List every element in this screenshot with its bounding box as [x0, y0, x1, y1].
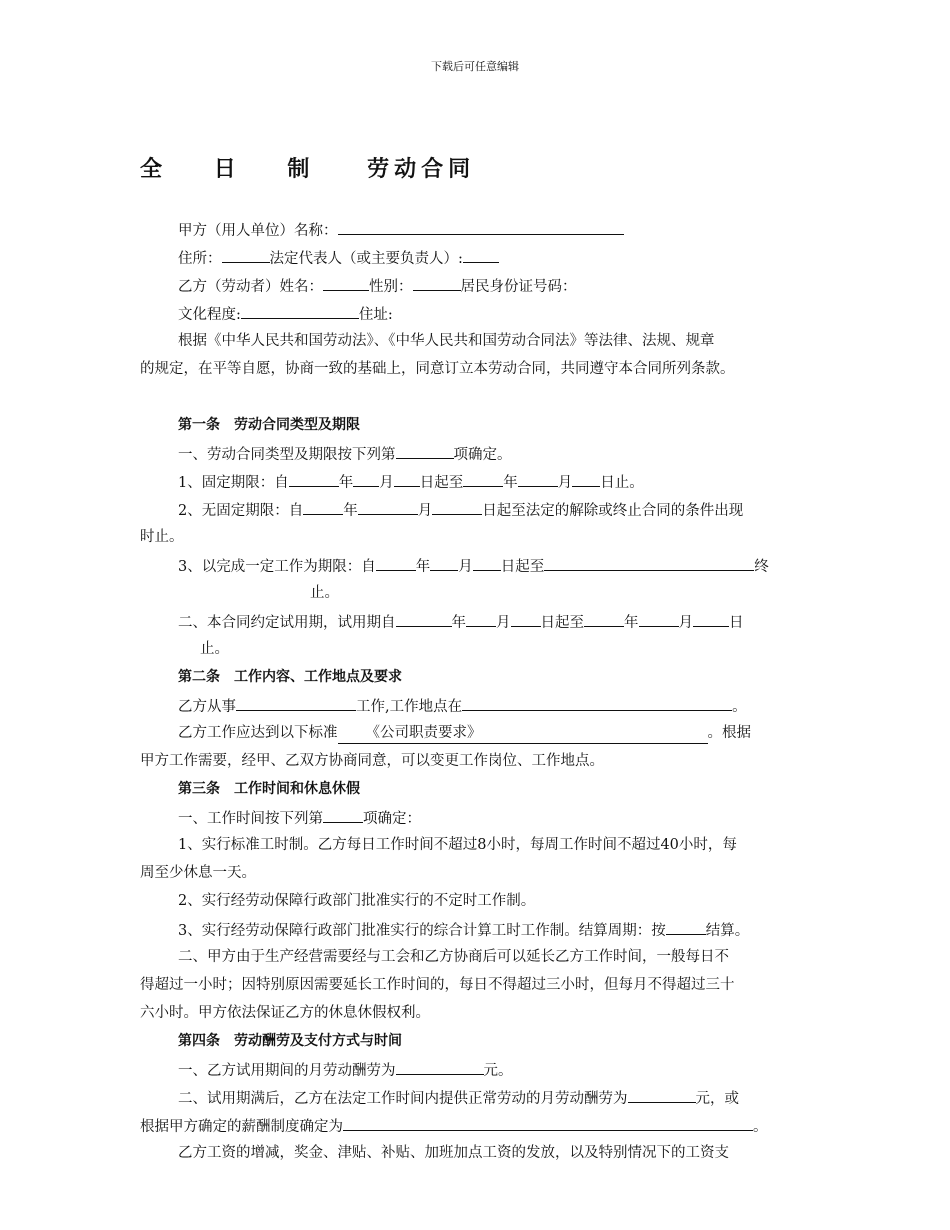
blank-field[interactable]: [430, 555, 458, 571]
blank-field[interactable]: [394, 471, 420, 487]
blank-field[interactable]: [584, 611, 624, 627]
blank-field[interactable]: [639, 611, 679, 627]
open-term-line: 2、无固定期限：自 年 月 日起至法定的解除或终止合同的条件出现: [178, 499, 743, 521]
blank-field[interactable]: [241, 303, 359, 319]
blank-field[interactable]: [222, 247, 270, 263]
blank-field[interactable]: [353, 471, 379, 487]
blank-field[interactable]: [289, 471, 339, 487]
blank-field[interactable]: [473, 555, 501, 571]
blank-field[interactable]: [396, 1059, 484, 1075]
probation-pay-line: 一、乙方试用期间的月劳动酬劳为 元。: [178, 1059, 513, 1081]
article-3-heading: 第三条 工作时间和休息休假: [178, 781, 360, 797]
blank-field[interactable]: [413, 275, 461, 291]
fixed-term-line: 1、固定期限：自 年 月 日起至 年 月 日止。: [178, 471, 644, 493]
blank-field[interactable]: [323, 275, 369, 291]
blank-field[interactable]: [338, 219, 624, 235]
preamble-line-2: 的规定，在平等自愿，协商一致的基础上，同意订立本劳动合同，共同遵守本合同所列条款。: [140, 361, 735, 377]
document-title: 全 日 制 劳动合同: [140, 157, 476, 182]
standard-hours-line: 1、实行标准工时制。乙方每日工作时间不超过8小时，每周工作时间不超过40小时，每: [178, 837, 737, 853]
blank-field[interactable]: [544, 555, 754, 571]
overtime-line-2: 得超过一小时；因特别原因需要延长工作时间的，每日不得超过三小时，但每月不得超过三十: [140, 977, 735, 993]
blank-field[interactable]: [376, 555, 416, 571]
blank-field[interactable]: [396, 443, 454, 459]
work-hours-clause-1: 一、工作时间按下列第 项确定：: [178, 807, 421, 829]
probation-line-end: 止。: [200, 641, 229, 657]
open-term-line-end: 时止。: [140, 529, 184, 545]
education-line: 文化程度: 住址:: [178, 303, 393, 325]
blank-field[interactable]: [572, 471, 600, 487]
blank-field[interactable]: [693, 611, 729, 627]
preamble-line-1: 根据《中华人民共和国劳动法》、《中华人民共和国劳动合同法》等法律、法规、规章: [178, 333, 715, 349]
blank-field[interactable]: [358, 499, 418, 515]
task-term-line-end: 止。: [310, 585, 339, 601]
task-term-line: 3、以完成一定工作为期限：自 年 月 日起至 终: [178, 555, 769, 577]
blank-field[interactable]: [628, 1087, 696, 1103]
blank-field[interactable]: [463, 247, 499, 263]
party-a-name-line: 甲方（用人单位）名称：: [178, 219, 624, 241]
blank-field[interactable]: [432, 499, 482, 515]
article-1-heading: 第一条 劳动合同类型及期限: [178, 417, 360, 433]
work-standard-field[interactable]: 《公司职责要求》: [338, 723, 708, 744]
article-1-clause-1: 一、劳动合同类型及期限按下列第 项确定。: [178, 443, 512, 465]
regular-pay-line-2: 根据甲方确定的薪酬制度确定为 。: [140, 1115, 768, 1137]
standard-hours-line-2: 周至少休息一天。: [140, 865, 256, 881]
pay-adjustment-line: 乙方工资的增减，奖金、津贴、补贴、加班加点工资的发放，以及特别情况下的工资支: [178, 1145, 729, 1161]
probation-line: 二、本合同约定试用期，试用期自 年 月 日起至 年 月 日: [178, 611, 744, 633]
address-line: 住所： 法定代表人（或主要负责人）:: [178, 247, 499, 269]
work-standard-line-2: 甲方工作需要，经甲、乙双方协商同意，可以变更工作岗位、工作地点。: [140, 753, 604, 769]
blank-field[interactable]: [396, 611, 452, 627]
blank-field[interactable]: [323, 807, 363, 823]
blank-field[interactable]: [236, 695, 356, 711]
blank-field[interactable]: [511, 611, 541, 627]
overtime-line-3: 六小时。甲方依法保证乙方的休息休假权利。: [140, 1005, 430, 1021]
regular-pay-line: 二、试用期满后，乙方在法定工作时间内提供正常劳动的月劳动酬劳为 元，或: [178, 1087, 739, 1109]
flexible-hours-line: 2、实行经劳动保障行政部门批准实行的不定时工作制。: [178, 893, 536, 909]
overtime-line-1: 二、甲方由于生产经营需要经与工会和乙方协商后可以延长乙方工作时间，一般每日不: [178, 949, 729, 965]
page-header: 下载后可任意编辑: [431, 60, 519, 73]
blank-field[interactable]: [518, 471, 558, 487]
article-4-heading: 第四条 劳动酬劳及支付方式与时间: [178, 1033, 402, 1049]
blank-field[interactable]: [466, 611, 496, 627]
comprehensive-hours-line: 3、实行经劳动保障行政部门批准实行的综合计算工时工作制。结算周期：按 结算。: [178, 919, 749, 941]
job-and-location-line: 乙方从事 工作,工作地点在 。: [178, 695, 747, 717]
blank-field[interactable]: [303, 499, 343, 515]
blank-field[interactable]: [343, 1115, 753, 1131]
blank-field[interactable]: [666, 919, 706, 935]
party-b-line: 乙方（劳动者）姓名： 性别： 居民身份证号码：: [178, 275, 577, 297]
article-2-heading: 第二条 工作内容、工作地点及要求: [178, 669, 402, 685]
work-standard-line: 乙方工作应达到以下标准 《公司职责要求》 。根据: [178, 723, 751, 744]
blank-field[interactable]: [463, 471, 503, 487]
blank-field[interactable]: [462, 695, 732, 711]
